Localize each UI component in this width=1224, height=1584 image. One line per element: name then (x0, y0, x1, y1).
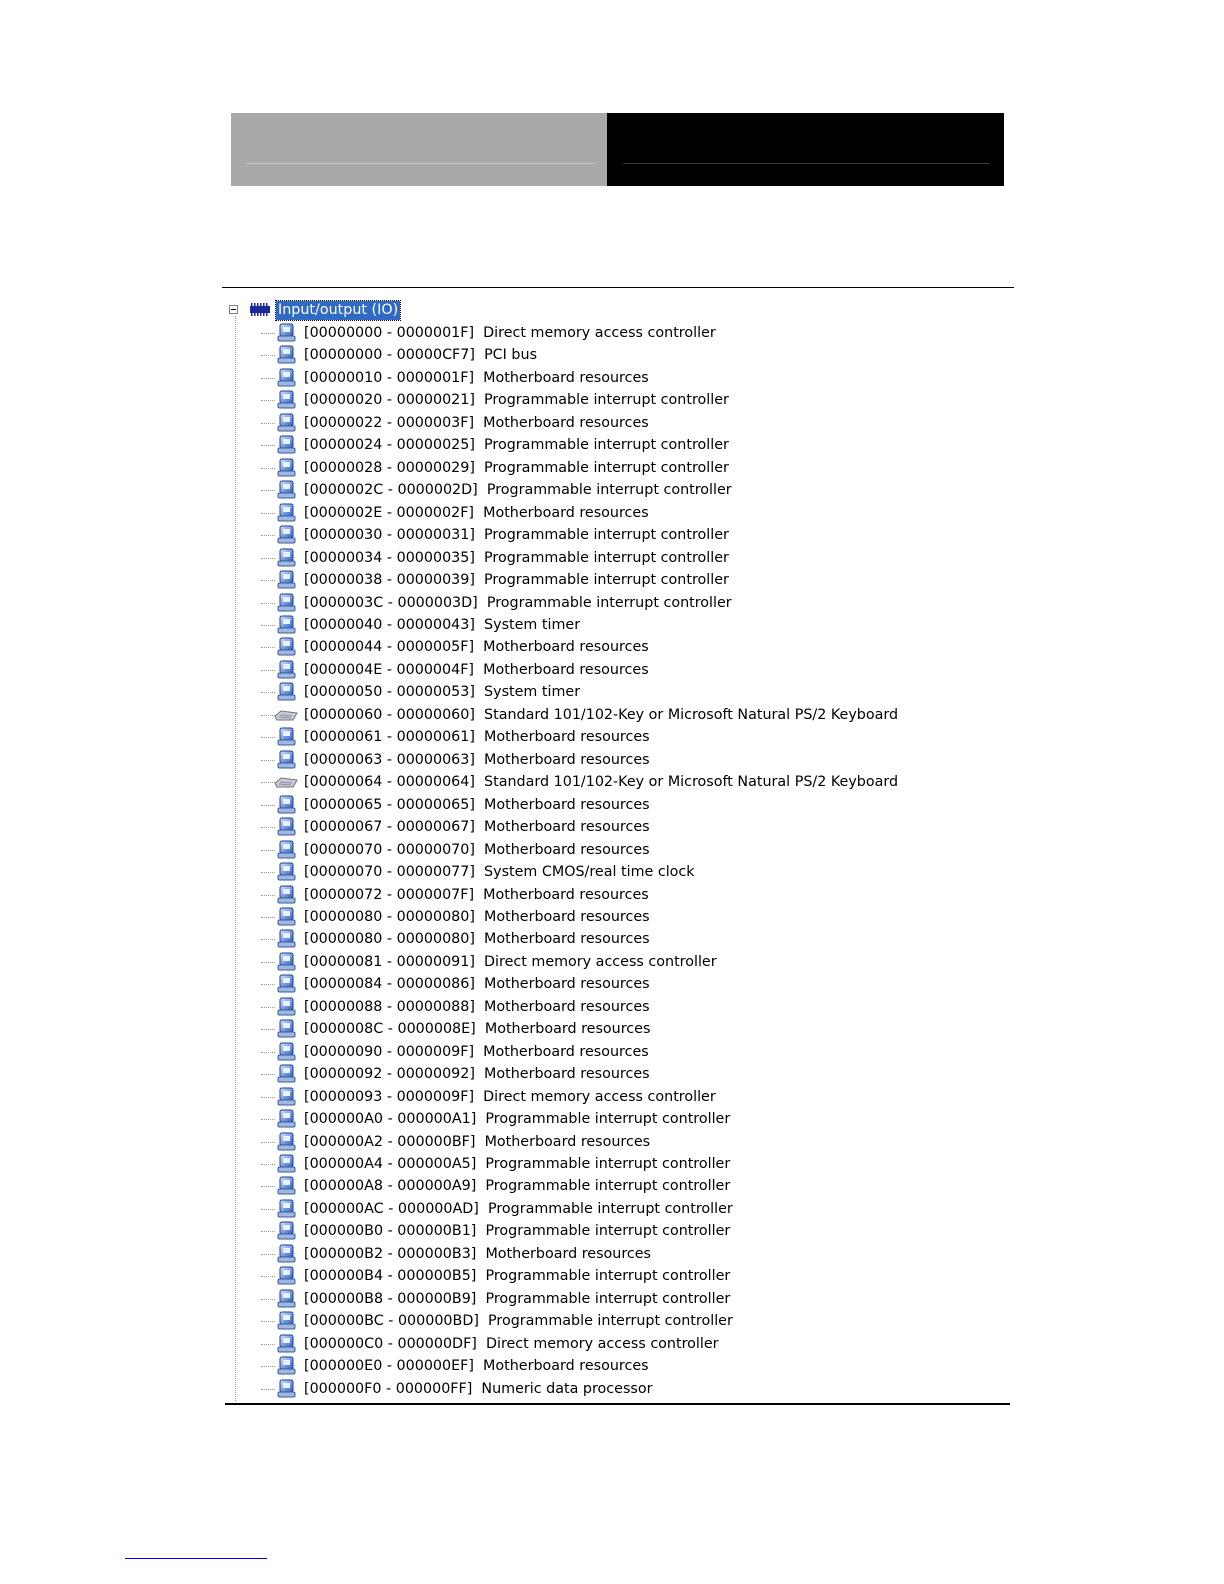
device-name: Motherboard resources (484, 976, 650, 993)
tree-item[interactable] (226, 1153, 926, 1176)
tree-connector (261, 917, 275, 918)
tree-item-label (304, 1018, 650, 1040)
system-device-icon (276, 750, 298, 770)
tree-connector (261, 1366, 275, 1367)
tree-item-label (304, 1063, 650, 1085)
io-range: [00000084 - 00000086] (304, 976, 475, 993)
tree-item-label (304, 322, 716, 344)
tree-item[interactable] (226, 816, 926, 839)
tree-item-label (304, 1243, 651, 1265)
io-range: [00000067 - 00000067] (304, 819, 475, 836)
device-name: Motherboard resources (483, 504, 649, 521)
tree-connector (261, 378, 275, 379)
io-range: [00000030 - 00000031] (304, 527, 475, 544)
tree-item-label (304, 861, 695, 883)
tree-item[interactable] (226, 839, 926, 862)
tree-connector (261, 670, 275, 671)
tree-item-label (304, 681, 580, 703)
tree-item-label (304, 1153, 730, 1175)
tree-item-label (304, 1175, 730, 1197)
device-name: Programmable interrupt controller (485, 1290, 731, 1307)
tree-item-label (304, 906, 650, 928)
tree-connector (261, 1186, 275, 1187)
top-divider (222, 287, 1014, 288)
system-device-icon (276, 929, 298, 949)
collapse-icon[interactable] (229, 305, 238, 314)
tree-connector (261, 1007, 275, 1008)
tree-item-label (304, 839, 650, 861)
tree-item-label (304, 614, 580, 636)
system-device-icon (276, 1132, 298, 1152)
system-device-icon (276, 907, 298, 927)
system-device-icon (276, 997, 298, 1017)
device-name: Motherboard resources (483, 661, 649, 678)
device-name: Motherboard resources (484, 931, 650, 948)
header-left-rule (247, 163, 595, 164)
tree-connector (261, 1119, 275, 1120)
device-name: Standard 101/102-Key or Microsoft Natural PS/2 Keyboard (484, 774, 899, 791)
device-name: Direct memory access controller (485, 1335, 719, 1352)
tree-item-label (304, 951, 717, 973)
tree-connector (261, 805, 275, 806)
io-range: [000000BC - 000000BD] (304, 1313, 479, 1330)
device-name: Programmable interrupt controller (486, 594, 732, 611)
tree-item-label (304, 816, 650, 838)
io-range: [000000B4 - 000000B5] (304, 1268, 477, 1285)
tree-connector (261, 850, 275, 851)
tree-item-label (304, 1220, 730, 1242)
tree-item[interactable] (226, 1265, 926, 1288)
tree-item[interactable] (226, 1333, 926, 1356)
io-range: [00000040 - 00000043] (304, 616, 475, 633)
device-name: Motherboard resources (484, 1133, 651, 1150)
system-device-icon (276, 862, 298, 882)
tree-item[interactable] (226, 1288, 926, 1311)
tree-connector (261, 1254, 275, 1255)
device-name: Programmable interrupt controller (486, 482, 732, 499)
system-device-icon (276, 615, 298, 635)
footer-link-underline[interactable] (125, 1558, 267, 1559)
tree-item[interactable] (226, 457, 926, 480)
io-range: [000000A0 - 000000A1] (304, 1111, 477, 1128)
tree-item-label (304, 1198, 733, 1220)
device-name: Programmable interrupt controller (484, 459, 729, 476)
tree-item-label (304, 973, 650, 995)
io-range: [000000A8 - 000000A9] (304, 1178, 477, 1195)
tree-item[interactable] (226, 569, 926, 592)
tree-item[interactable] (226, 1175, 926, 1198)
device-name: PCI bus (484, 347, 538, 364)
system-device-icon (276, 1356, 298, 1376)
io-range: [00000060 - 00000060] (304, 706, 475, 723)
device-name: Motherboard resources (483, 886, 649, 903)
tree-connector (261, 1029, 275, 1030)
device-name: Programmable interrupt controller (484, 392, 729, 409)
device-name: Motherboard resources (484, 819, 650, 836)
tree-item-label (304, 569, 729, 591)
tree-root-label[interactable]: Input/output (IO) (278, 302, 399, 318)
device-name: Motherboard resources (484, 998, 650, 1015)
tree-item-label (304, 771, 898, 793)
device-name: Direct memory access controller (484, 953, 717, 970)
page-header-band (231, 113, 1004, 186)
tree-item[interactable] (226, 524, 926, 547)
bottom-divider (225, 1403, 1010, 1405)
tree-item[interactable] (226, 322, 926, 345)
tree-item-label (304, 636, 649, 658)
tree-item-label (304, 884, 649, 906)
tree-item-label (304, 1131, 650, 1153)
tree-item[interactable] (226, 1041, 926, 1064)
tree-item-label (304, 1265, 730, 1287)
system-device-icon (276, 413, 298, 433)
tree-connector (261, 468, 275, 469)
tree-connector (261, 895, 275, 896)
device-name: Motherboard resources (483, 1358, 649, 1375)
tree-item-label (304, 502, 649, 524)
tree-item[interactable] (226, 928, 926, 951)
tree-item[interactable] (226, 502, 926, 525)
tree-item[interactable] (226, 1086, 926, 1109)
system-device-icon (276, 1154, 298, 1174)
io-range: [00000044 - 0000005F] (304, 639, 475, 656)
device-name: Programmable interrupt controller (485, 1268, 731, 1285)
tree-connector (261, 513, 275, 514)
device-name: System timer (484, 684, 581, 701)
tree-connector (261, 1052, 275, 1053)
system-device-icon (276, 345, 298, 365)
device-name: Direct memory access controller (483, 325, 716, 341)
tree-item-label (304, 457, 729, 479)
device-name: Motherboard resources (483, 1043, 649, 1060)
tree-item[interactable] (226, 1243, 926, 1266)
system-device-icon (276, 840, 298, 860)
system-device-icon (276, 1109, 298, 1129)
tree-connector (261, 692, 275, 693)
tree-connector (261, 647, 275, 648)
tree-connector (261, 333, 275, 334)
system-device-icon (276, 1311, 298, 1331)
tree-item-label (304, 524, 729, 546)
io-range: [00000010 - 0000001F] (304, 369, 475, 386)
tree-connector (261, 1164, 275, 1165)
tree-item[interactable] (226, 681, 926, 704)
tree-connector (261, 1097, 275, 1098)
io-range: [00000072 - 0000007F] (304, 886, 475, 903)
system-device-icon (276, 1289, 298, 1309)
tree-item[interactable] (226, 726, 926, 749)
io-chip-icon (248, 303, 272, 316)
tree-connector (261, 625, 275, 626)
io-range: [000000C0 - 000000DF] (304, 1335, 477, 1352)
io-range: [000000B0 - 000000B1] (304, 1223, 477, 1240)
tree-item[interactable] (226, 1355, 926, 1378)
device-name: Motherboard resources (483, 414, 649, 431)
tree-item[interactable] (226, 906, 926, 929)
system-device-icon (276, 637, 298, 657)
tree-item-label (304, 1378, 652, 1400)
system-device-icon (276, 570, 298, 590)
system-device-icon (276, 548, 298, 568)
keyboard-icon (273, 708, 299, 722)
tree-item[interactable] (226, 794, 926, 817)
system-device-icon (276, 1221, 298, 1241)
device-name: Motherboard resources (485, 1245, 652, 1262)
system-device-icon (276, 817, 298, 837)
io-range: [00000088 - 00000088] (304, 998, 475, 1015)
io-range: [00000064 - 00000064] (304, 774, 475, 791)
io-range: [00000092 - 00000092] (304, 1066, 475, 1083)
tree-item[interactable] (226, 861, 926, 884)
io-range: [000000A4 - 000000A5] (304, 1156, 477, 1173)
tree-item-label (304, 434, 729, 456)
device-name: Programmable interrupt controller (485, 1156, 731, 1173)
io-range: [00000090 - 0000009F] (304, 1043, 475, 1060)
tree-item[interactable] (226, 592, 926, 615)
keyboard-icon (273, 775, 299, 789)
tree-item-label (304, 1288, 730, 1310)
system-device-icon (276, 1199, 298, 1219)
io-range: [000000AC - 000000AD] (304, 1200, 479, 1217)
tree-item[interactable] (226, 771, 926, 794)
device-name: Standard 101/102-Key or Microsoft Natural PS/2 Keyboard (484, 706, 899, 723)
device-name: Motherboard resources (484, 729, 650, 746)
tree-connector (261, 1344, 275, 1345)
tree-item[interactable] (226, 1378, 926, 1401)
header-right-rule (623, 163, 990, 164)
system-device-icon (276, 660, 298, 680)
device-name: Programmable interrupt controller (485, 1111, 731, 1128)
system-device-icon (276, 952, 298, 972)
io-range: [00000050 - 00000053] (304, 684, 475, 701)
tree-item[interactable] (226, 479, 926, 502)
tree-connector (261, 1142, 275, 1143)
tree-item-label (304, 659, 649, 681)
io-range: [00000034 - 00000035] (304, 549, 475, 566)
tree-item[interactable] (226, 389, 926, 412)
system-device-icon (276, 1244, 298, 1264)
device-name: Direct memory access controller (483, 1088, 716, 1105)
tree-connector (261, 1321, 275, 1322)
tree-item[interactable] (226, 749, 926, 772)
tree-item-label (304, 344, 537, 366)
tree-connector (261, 827, 275, 828)
io-range: [00000061 - 00000061] (304, 729, 475, 746)
io-range: [00000080 - 00000080] (304, 908, 475, 925)
tree-connector (261, 603, 275, 604)
system-device-icon (276, 368, 298, 388)
tree-item[interactable] (226, 1108, 926, 1131)
device-name: Motherboard resources (483, 639, 649, 656)
io-range: [0000002E - 0000002F] (304, 504, 475, 521)
io-range: [00000000 - 00000CF7] (304, 347, 475, 364)
io-range: [0000002C - 0000002D] (304, 482, 478, 499)
io-range: [000000F0 - 000000FF] (304, 1380, 473, 1397)
device-name: Programmable interrupt controller (485, 1223, 731, 1240)
system-device-icon (276, 727, 298, 747)
tree-connector (261, 760, 275, 761)
device-manager-tree (226, 300, 926, 1400)
system-device-icon (276, 323, 298, 343)
device-name: Programmable interrupt controller (487, 1200, 733, 1217)
tree-item-label (304, 749, 650, 771)
tree-item-label (304, 1108, 730, 1130)
system-device-icon (276, 593, 298, 613)
tree-item[interactable] (226, 1063, 926, 1086)
device-name: Motherboard resources (484, 1021, 651, 1038)
tree-item[interactable] (226, 884, 926, 907)
tree-item-label (304, 389, 729, 411)
device-name: Motherboard resources (484, 751, 650, 768)
header-right-panel (607, 113, 1004, 186)
system-device-icon (276, 885, 298, 905)
tree-item-label (304, 367, 649, 389)
tree-connector (261, 580, 275, 581)
system-device-icon (276, 503, 298, 523)
tree-connector (261, 939, 275, 940)
system-device-icon (276, 390, 298, 410)
io-range: [00000038 - 00000039] (304, 572, 475, 589)
device-name: Programmable interrupt controller (488, 1313, 733, 1330)
io-range: [0000004E - 0000004F] (304, 661, 475, 678)
tree-connector (261, 490, 275, 491)
tree-item-label (304, 1086, 716, 1108)
io-range: [000000B8 - 000000B9] (304, 1290, 477, 1307)
system-device-icon (276, 1379, 298, 1399)
tree-item[interactable] (226, 973, 926, 996)
tree-item[interactable] (226, 659, 926, 682)
tree-connector (261, 1074, 275, 1075)
io-range: [00000070 - 00000070] (304, 841, 475, 858)
tree-item-label (304, 1041, 649, 1063)
tree-item-label (304, 794, 650, 816)
system-device-icon (276, 525, 298, 545)
tree-item[interactable] (226, 1198, 926, 1221)
io-range: [00000022 - 0000003F] (304, 414, 475, 431)
tree-item-label (304, 479, 732, 501)
tree-connector (261, 984, 275, 985)
tree-item[interactable] (226, 636, 926, 659)
tree-item-label (304, 726, 650, 748)
tree-item-label (304, 1355, 649, 1377)
tree-connector (261, 962, 275, 963)
system-device-icon (276, 1334, 298, 1354)
tree-connector (261, 423, 275, 424)
tree-item-label (304, 412, 649, 434)
io-range: [00000081 - 00000091] (304, 953, 475, 970)
io-range: [00000070 - 00000077] (304, 864, 475, 881)
system-device-icon (276, 1064, 298, 1084)
tree-connector (261, 737, 275, 738)
tree-connector (261, 558, 275, 559)
device-name: Numeric data processor (481, 1380, 653, 1397)
system-device-icon (276, 795, 298, 815)
system-device-icon (276, 435, 298, 455)
io-range: [000000B2 - 000000B3] (304, 1245, 477, 1262)
tree-item-label (304, 547, 729, 569)
tree-connector (261, 445, 275, 446)
io-range: [000000A2 - 000000BF] (304, 1133, 476, 1150)
device-name: Programmable interrupt controller (484, 549, 729, 566)
tree-item-label (304, 1333, 719, 1355)
system-device-icon (276, 682, 298, 702)
tree-item[interactable] (226, 344, 926, 367)
io-range: [00000093 - 0000009F] (304, 1088, 475, 1105)
tree-connector (261, 355, 275, 356)
header-left-panel (231, 113, 607, 186)
device-name: System CMOS/real time clock (484, 864, 695, 881)
tree-item[interactable] (226, 996, 926, 1019)
system-device-icon (276, 1042, 298, 1062)
tree-item-label (304, 592, 732, 614)
tree-item[interactable] (226, 367, 926, 390)
tree-item-label (304, 1310, 733, 1332)
device-name: Programmable interrupt controller (484, 527, 729, 544)
tree-item[interactable] (226, 434, 926, 457)
tree-item[interactable] (226, 1131, 926, 1154)
tree-connector (261, 872, 275, 873)
tree-item[interactable] (226, 951, 926, 974)
tree-item[interactable] (226, 1220, 926, 1243)
tree-item[interactable] (226, 1310, 926, 1333)
tree-item[interactable] (226, 704, 926, 727)
io-range: [000000E0 - 000000EF] (304, 1358, 474, 1375)
tree-connector (261, 1209, 275, 1210)
system-device-icon (276, 1266, 298, 1286)
tree-item[interactable] (226, 412, 926, 435)
io-range: [0000003C - 0000003D] (304, 594, 478, 611)
tree-item[interactable] (226, 1018, 926, 1041)
system-device-icon (276, 1019, 298, 1039)
device-name: System timer (484, 616, 581, 633)
device-name: Programmable interrupt controller (484, 572, 729, 589)
system-device-icon (276, 480, 298, 500)
system-device-icon (276, 1176, 298, 1196)
device-name: Motherboard resources (484, 841, 650, 858)
tree-connector (261, 535, 275, 536)
device-name: Motherboard resources (483, 369, 649, 386)
tree-connector (261, 400, 275, 401)
system-device-icon (276, 974, 298, 994)
tree-connector (261, 1231, 275, 1232)
io-range: [00000063 - 00000063] (304, 751, 475, 768)
io-range: [00000024 - 00000025] (304, 437, 475, 454)
io-range: [0000008C - 0000008E] (304, 1021, 476, 1038)
io-range: [00000028 - 00000029] (304, 459, 475, 476)
tree-connector (261, 1299, 275, 1300)
device-name: Programmable interrupt controller (484, 437, 729, 454)
tree-item-label (304, 928, 650, 950)
device-name: Motherboard resources (484, 1066, 650, 1083)
io-range: [00000080 - 00000080] (304, 931, 475, 948)
tree-connector (261, 1276, 275, 1277)
tree-item[interactable] (226, 547, 926, 570)
device-name: Programmable interrupt controller (485, 1178, 731, 1195)
tree-item-label (304, 996, 650, 1018)
io-range: [00000065 - 00000065] (304, 796, 475, 813)
io-range: [00000020 - 00000021] (304, 392, 475, 409)
system-device-icon (276, 1087, 298, 1107)
device-name: Motherboard resources (484, 908, 650, 925)
tree-connector (261, 1389, 275, 1390)
tree-item-label (304, 704, 898, 726)
io-range: [00000000 - 0000001F] (304, 325, 475, 341)
device-name: Motherboard resources (484, 796, 650, 813)
system-device-icon (276, 458, 298, 478)
tree-item[interactable] (226, 614, 926, 637)
